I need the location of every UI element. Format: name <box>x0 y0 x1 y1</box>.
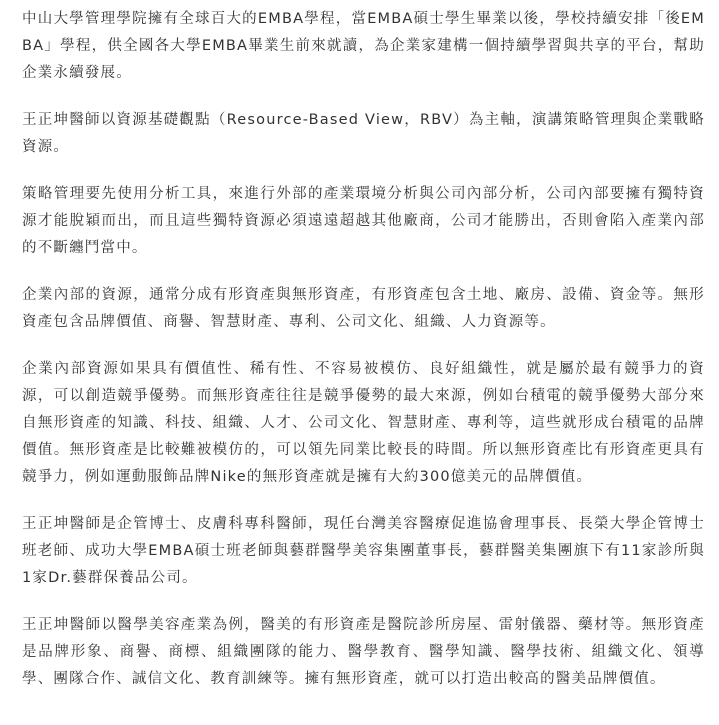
paragraph-tangible-intangible: 企業內部的資源，通常分成有形資產與無形資產，有形資產包含土地、廠房、設備、資金等。無形資產包含品牌價值、商譽、智慧財產、專利、公司文化、組織、人力資源等。 <box>22 287 705 330</box>
paragraph-rbv-intro: 王正坤醫師以資源基礎觀點（Resource-Based View，RBV）為主軸，演講策略管理與企業戰略資源。 <box>22 112 705 155</box>
paragraph-speaker-bio: 王正坤醫師是企管博士、皮膚科專科醫師，現任台灣美容醫療促進協會理事長、長榮大學企管博士班老師、成功大學EMBA碩士班老師與藝群醫學美容集團董事長，藝群醫美集團旗下有11家診所與1家Dr.藝群保養品公司。 <box>22 516 705 586</box>
paragraph-strategy-analysis: 策略管理要先使用分析工具，來進行外部的產業環境分析與公司內部分析，公司內部要擁有獨特資源才能脫穎而出，而且這些獨特資源必須遠遠超越其他廠商，公司才能勝出，否則會陷入產業內部的不斷纏鬥當中。 <box>22 186 705 256</box>
paragraph-competitive-advantage: 企業內部資源如果具有價值性、稀有性、不容易被模仿、良好組織性，就是屬於最有競爭力的資源，可以創造競爭優勢。而無形資產往往是競爭優勢的最大來源，例如台積電的競爭優勢大部分來自無形資產的知識、科技、組織、人才、公司文化、智慧財產、專利等，這些就形成台積電的品牌價值。無形資產是比較難被模仿的，可以領先同業比較長的時間。所以無形資產比有形資產更具有競爭力，例如運動服飾品牌Nike的無形資產就是擁有大約300億美元的品牌價值。 <box>22 361 705 485</box>
paragraph-emba-program: 中山大學管理學院擁有全球百大的EMBA學程，當EMBA碩士學生畢業以後，學校持續安排「後EMBA」學程，供全國各大學EMBA畢業生前來就讀，為企業家建構一個持續學習與共享的平台，幫助企業永續發展。 <box>22 11 705 81</box>
paragraph-medical-aesthetics: 王正坤醫師以醫學美容產業為例，醫美的有形資產是醫院診所房屋、雷射儀器、藥材等。無形資產是品牌形象、商譽、商標、組織團隊的能力、醫學教育、醫學知識、醫學技術、組織文化、領導學、團隊合作、誠信文化、教育訓練等。擁有無形資產，就可以打造出較高的醫美品牌價值。 <box>22 617 705 687</box>
